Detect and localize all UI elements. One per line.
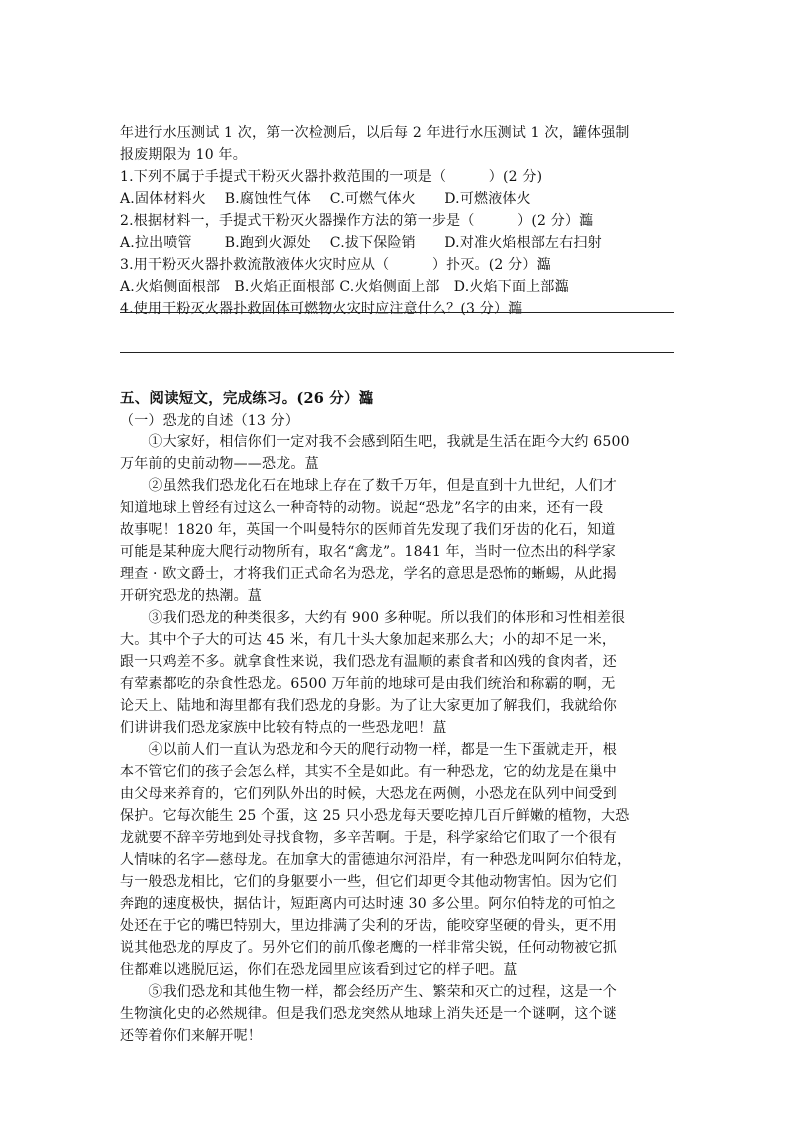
passage-line: 说其他恐龙的厚皮了。另外它们的前爪像老鹰的一样非常尖锐，任何动物被它抓 — [120, 940, 617, 956]
passage-line: 们讲讲我们恐龙家族中比较有特点的一些恐龙吧！蒀 — [120, 720, 447, 736]
passage-line: 开研究恐龙的热潮。蒀 — [120, 588, 262, 604]
passage-line: 理查 · 欧文爵士，才将我们正式命名为恐龙，学名的意思是恐怖的蜥蜴，从此揭 — [120, 566, 617, 582]
question-3: 3.用干粉灭火器扑救流散液体火灾时应从（ ）扑灭。(2 分）瀶 — [120, 257, 551, 273]
passage-line: 跟一只鸡差不多。就拿食性来说，我们恐龙有温顺的素食者和凶残的食肉者，还 — [120, 654, 617, 670]
passage-line: 保护。它每次能生 25 个蛋，这 25 只小恐龙每天要吃掉几百斤鲜嫩的植物，大恐 — [120, 808, 630, 824]
question-3-options: A.火焰侧面根部 B.火焰正面根部 C.火焰侧面上部 D.火焰下面上部瀶 — [120, 279, 569, 295]
passage-line: ①大家好，相信你们一定对我不会感到陌生吧，我就是生活在距今大约 6500 — [120, 434, 630, 450]
passage-line: 有荤素都吃的杂食性恐龙。6500 万年前的地球可是由我们统治和称霸的啊，无 — [120, 676, 616, 692]
passage-line: 奔跑的速度极快，据估计，短距离内可达时速 30 多公里。阿尔伯特龙的可怕之 — [120, 896, 617, 912]
passage-line: 还等着你们来解开呢！ — [120, 1028, 262, 1044]
passage-line: 生物演化史的必然规律。但是我们恐龙突然从地球上消失还是一个谜啊，这个谜 — [120, 1006, 617, 1022]
passage-line: 与一般恐龙相比，它们的身躯要小一些，但它们却更令其他动物害怕。因为它们 — [120, 874, 617, 890]
passage-line: 处还在于它的嘴巴特别大，里边排满了尖利的牙齿，能咬穿坚硬的骨头，更不用 — [120, 918, 617, 934]
question-1-options: A.固体材料火 B.腐蚀性气体 C.可燃气体火 D.可燃液体火 — [120, 191, 531, 207]
passage-line: ④以前人们一直认为恐龙和今天的爬行动物一样，都是一生下蛋就走开，根 — [120, 742, 617, 758]
question-2-options: A.拉出喷管 B.跑到火源处 C.拔下保险销 D.对准火焰根部左右扫射 — [120, 235, 602, 251]
intro-line-2: 报废期限为 10 年。 — [120, 147, 247, 163]
passage-line: 故事呢！1820 年，英国一个叫曼特尔的医师首先发现了我们牙齿的化石，知道 — [120, 522, 616, 538]
passage-title: （一）恐龙的自述（13 分） — [120, 413, 300, 429]
passage-line: 大。其中个子大的可达 45 米，有几十头大象加起来那么大；小的却不足一米， — [120, 632, 617, 648]
passage-line: 由父母来养育的，它们列队外出的时候，大恐龙在两侧，小恐龙在队列中间受到 — [120, 786, 617, 802]
passage-line: ③我们恐龙的种类很多，大约有 900 多种呢。所以我们的体形和习性相差很 — [120, 610, 626, 626]
passage-line: 龙就要不辞辛劳地到处寻找食物，多辛苦啊。于是，科学家给它们取了一个很有 — [120, 830, 617, 846]
passage-line: 住都难以逃脱厄运，你们在恐龙园里应该看到过它的样子吧。蒀 — [120, 962, 518, 978]
passage-line: 可能是某种庞大爬行动物所有，取名“禽龙”。1841 年，当时一位杰出的科学家 — [120, 544, 616, 560]
passage-line: 万年前的史前动物——恐龙。蒀 — [120, 456, 319, 472]
question-1: 1.下列不属于手提式干粉灭火器扑救范围的一项是（ ）(2 分) — [120, 169, 543, 185]
section-heading: 五、阅读短文，完成练习。(26 分）瀶 — [120, 390, 374, 407]
answer-line-2 — [120, 352, 674, 353]
passage-line: ②虽然我们恐龙化石在地球上存在了数千万年，但是直到十九世纪，人们才 — [120, 478, 617, 494]
intro-line-1: 年进行水压测试 1 次，第一次检测后，以后每 2 年进行水压测试 1 次，罐体强制 — [120, 125, 630, 141]
question-2: 2.根据材料一，手提式干粉灭火器操作方法的第一步是（ ）(2 分）瀶 — [120, 213, 594, 229]
answer-line-1 — [120, 312, 674, 313]
passage-line: ⑤我们恐龙和其他生物一样，都会经历产生、繁荣和灭亡的过程，这是一个 — [120, 984, 617, 1000]
passage-line: 论天上、陆地和海里都有我们恐龙的身影。为了让大家更加了解我们，我就给你 — [120, 698, 617, 714]
passage-line: 本不管它们的孩子会怎么样，其实不全是如此。有一种恐龙，它的幼龙是在巢中 — [120, 764, 617, 780]
question-4: 4.使用干粉灭火器扑救固体可燃物火灾时应注意什么？(3 分）瀶 — [120, 301, 523, 317]
passage-line: 知道地球上曾经有过这么一种奇特的动物。说起“恐龙”名字的由来，还有一段 — [120, 500, 604, 516]
passage-line: 人情味的名字—慈母龙。在加拿大的雷德迪尔河沿岸，有一种恐龙叫阿尔伯特龙， — [120, 852, 632, 868]
